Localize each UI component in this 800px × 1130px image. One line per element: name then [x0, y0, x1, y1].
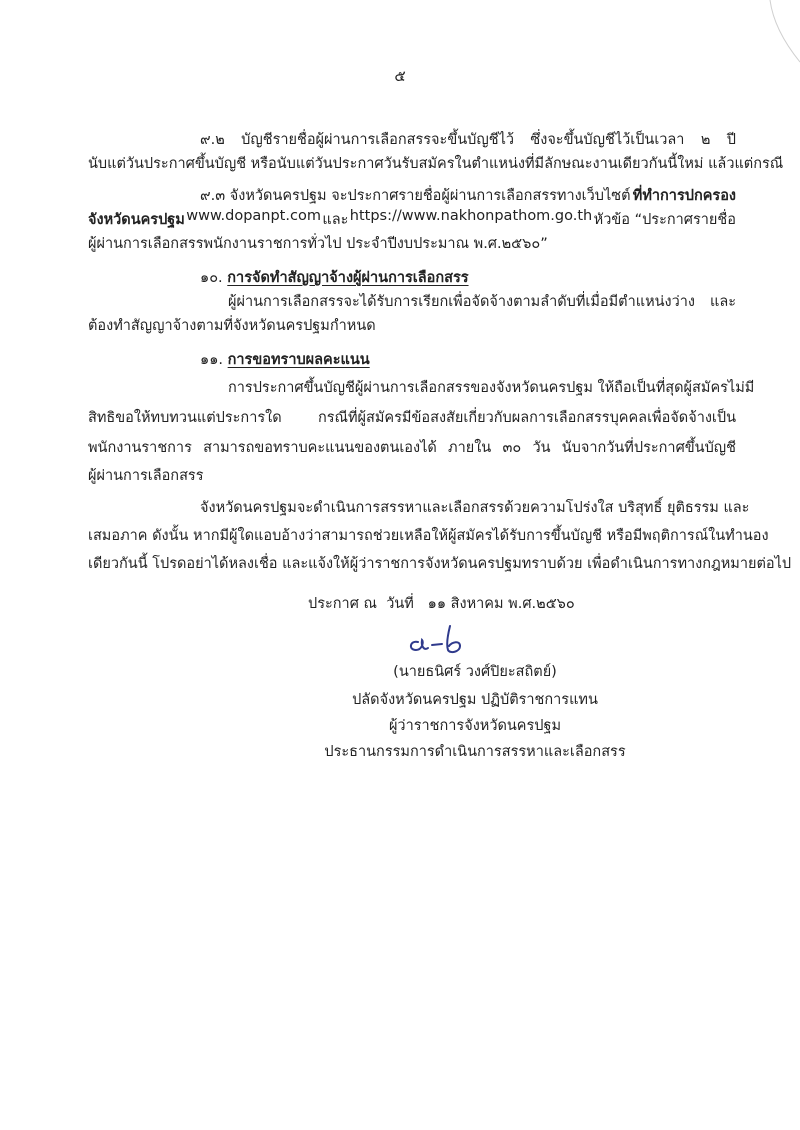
item-9-2-line-2: นับแต่วันประกาศขึ้นบัญชี หรือนับแต่วันประกาศวันรับสมัครในตำแหน่งที่มีลักษณะงานเดียวกันนี้ใหม่ แล้วแต่กรณี: [88, 156, 784, 172]
handwritten-signature: [404, 620, 484, 660]
announcement-label: ประกาศ ณ: [308, 596, 377, 612]
section-10-line-2: ต้องทำสัญญาจ้างตามที่จังหวัดนครปฐมกำหนด: [88, 318, 376, 334]
section-10-title: การจัดทำสัญญาจ้างผู้ผ่านการเลือกสรร: [227, 270, 469, 286]
website-link-dopanpt[interactable]: www.dopanpt.com: [186, 208, 321, 224]
item-9-2-line-1: ๙.๒ บัญชีรายชื่อผู้ผ่านการเลือกสรรจะขึ้นบัญชีไว้ ซึ่งจะขึ้นบัญชีไว้เป็นเวลา ๒ ปี: [200, 132, 736, 148]
section-11-title: การขอทราบผลคะแนน: [227, 352, 370, 368]
announcement-date-label: วันที่: [386, 596, 414, 612]
signatory-name: (นายธนิศร์ วงศ์ปิยะสถิตย์): [393, 664, 557, 680]
section-11-para1-line-2: สิทธิขอให้ทบทวนแต่ประการใด กรณีที่ผู้สมัครมีข้อสงสัยเกี่ยวกับผลการเลือกสรรบุคคลเพื่อจัดจ้างเป็น: [88, 410, 736, 426]
item-9-3-and: และ: [322, 212, 349, 228]
signatory-position-1: ปลัดจังหวัดนครปฐม ปฏิบัติราชการแทน: [352, 692, 598, 708]
section-10-heading: [200, 266, 469, 289]
section-11-number: ๑๑.: [200, 352, 224, 368]
item-9-3-line-3: ผู้ผ่านการเลือกสรรพนักงานราชการทั่วไป ประจำปีงบประมาณ พ.ศ.๒๕๖๐”: [88, 236, 548, 252]
item-9-3-line-1: [200, 184, 736, 207]
announcement-date: [308, 592, 575, 615]
item-9-3-office: ที่ทำการปกครอง: [632, 188, 736, 204]
item-9-3-intro: ๙.๓ จังหวัดนครปฐม จะประกาศรายชื่อผู้ผ่านการเลือกสรรทางเว็บไซต์: [200, 188, 631, 204]
section-11-para2-line-3: เดียวกันนี้ โปรดอย่าได้หลงเชื่อ และแจ้งให้ผู้ว่าราชการจังหวัดนครปฐมทราบด้วย เพื่อดำเนินการทางกฎหมายต่อไป: [88, 556, 792, 572]
section-10-line-1: ผู้ผ่านการเลือกสรรจะได้รับการเรียกเพื่อจัดจ้างตามลำดับที่เมื่อมีตำแหน่งว่าง และ: [228, 294, 736, 310]
item-9-3-topic: หัวข้อ “ประกาศรายชื่อ: [593, 212, 736, 228]
item-9-3-line-2: [88, 208, 736, 231]
website-link-nakhonpathom[interactable]: https://www.nakhonpathom.go.th: [349, 208, 593, 224]
signatory-position-3: ประธานกรรมการดำเนินการสรรหาและเลือกสรร: [324, 744, 626, 760]
announcement-date-value: ๑๑ สิงหาคม พ.ศ.๒๕๖๐: [427, 596, 575, 612]
section-11-para1-line-1: การประกาศขึ้นบัญชีผู้ผ่านการเลือกสรรของจังหวัดนครปฐม ให้ถือเป็นที่สุดผู้สมัครไม่มี: [228, 380, 755, 396]
section-11-para2-line-2: เสมอภาค ดังนั้น หากมีผู้ใดแอบอ้างว่าสามารถช่วยเหลือให้ผู้สมัครได้รับการขึ้นบัญชี หรือมีพฤติการณ์ในทำนอง: [88, 528, 769, 544]
section-10-number: ๑๐.: [200, 270, 223, 286]
page-number: ๕: [394, 67, 406, 85]
signatory-position-2: ผู้ว่าราชการจังหวัดนครปฐม: [388, 718, 562, 734]
section-11-para2-line-1: จังหวัดนครปฐมจะดำเนินการสรรหาและเลือกสรรด้วยความโปร่งใส บริสุทธิ์ ยุติธรรม และ: [200, 500, 750, 516]
item-9-3-province: จังหวัดนครปฐม: [88, 212, 185, 228]
page-fold-corner: [760, 0, 800, 70]
section-11-heading: [200, 348, 370, 371]
section-11-para1-line-3: พนักงานราชการ สามารถขอทราบคะแนนของตนเองได้ ภายใน ๓๐ วัน นับจากวันที่ประกาศขึ้นบัญชี: [88, 440, 736, 456]
section-11-para1-line-4: ผู้ผ่านการเลือกสรร: [88, 468, 204, 484]
